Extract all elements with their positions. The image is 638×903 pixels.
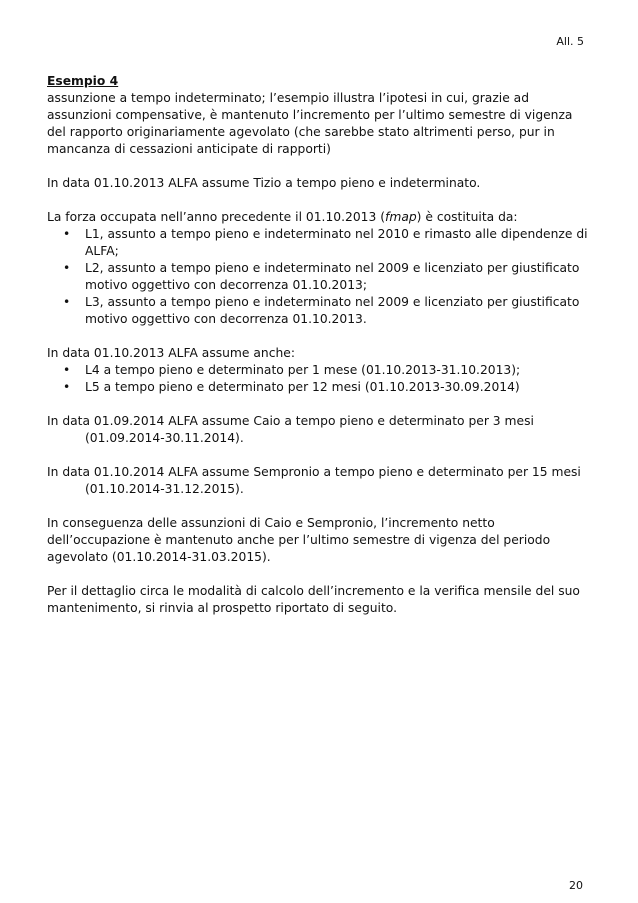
list-item <box>47 226 592 260</box>
list-item-text: L4 a tempo pieno e determinato per 1 mese (01.10.2013-31.10.2013); <box>85 363 521 377</box>
workforce-list <box>47 226 592 328</box>
list-item-text: L2, assunto a tempo pieno e indeterminato nel 2009 e licenziato per giustificato motivo oggettivo con decorrenza 01.10.2013; <box>85 261 580 292</box>
list-item-text: L3, assunto a tempo pieno e indeterminato nel 2009 e licenziato per giustificato motivo oggettivo con decorrenza 01.10.2013. <box>85 295 580 326</box>
paragraph-tizio-hire: In data 01.10.2013 ALFA assume Tizio a tempo pieno e indeterminato. <box>47 176 481 190</box>
list-item <box>47 260 592 294</box>
workforce-text-before: La forza occupata nell’anno precedente il 01.10.2013 ( <box>47 210 386 224</box>
list-item-text: L1, assunto a tempo pieno e indeterminato nel 2010 e rimasto alle dipendenze di ALFA; <box>85 227 588 258</box>
example-title: Esempio 4 <box>47 74 119 88</box>
additional-hires-list <box>47 362 592 396</box>
fmap-term: fmap <box>385 210 417 224</box>
paragraph-consequence: In conseguenza delle assunzioni di Caio e Sempronio, l’incremento netto dell’occupazione è mantenuto anche per l’ultimo semestre di vigenza del periodo agevolato (01.10.2014-31.03.2015). <box>47 516 551 564</box>
paragraph-workforce <box>47 209 592 226</box>
bullet-icon: • <box>63 295 71 309</box>
list-item <box>47 379 592 396</box>
page-number: 20 <box>569 879 583 892</box>
paragraph-sempronio-hire: In data 01.10.2014 ALFA assume Sempronio a tempo pieno e determinato per 15 mesi (01.10.2014-31.12.2015). <box>47 465 581 496</box>
list-item <box>47 362 592 379</box>
list-item-text: L5 a tempo pieno e determinato per 12 mesi (01.10.2013-30.09.2014) <box>85 380 520 394</box>
workforce-text-after: ) è costituita da: <box>416 210 518 224</box>
document-body <box>47 73 592 634</box>
paragraph-reference: Per il dettaglio circa le modalità di calcolo dell’incremento e la verifica mensile del suo mantenimento, si rinvia al prospetto riportato di seguito. <box>47 584 580 615</box>
list-item <box>47 294 592 328</box>
paragraph-additional-hires: In data 01.10.2013 ALFA assume anche: <box>47 346 295 360</box>
annex-reference: All. 5 <box>556 35 584 48</box>
bullet-icon: • <box>63 227 71 241</box>
example-intro: assunzione a tempo indeterminato; l’esempio illustra l’ipotesi in cui, grazie ad assunzioni compensative, è mantenuto l’incremento per l’ultimo semestre di vigenza del rapporto originariamente agevolato (che sarebbe stato altrimenti perso, pur in mancanza di cessazioni anticipate di rapporti) <box>47 91 573 156</box>
bullet-icon: • <box>63 380 71 394</box>
bullet-icon: • <box>63 261 71 275</box>
paragraph-caio-hire: In data 01.09.2014 ALFA assume Caio a tempo pieno e determinato per 3 mesi (01.09.2014-30.11.2014). <box>47 414 534 445</box>
bullet-icon: • <box>63 363 71 377</box>
